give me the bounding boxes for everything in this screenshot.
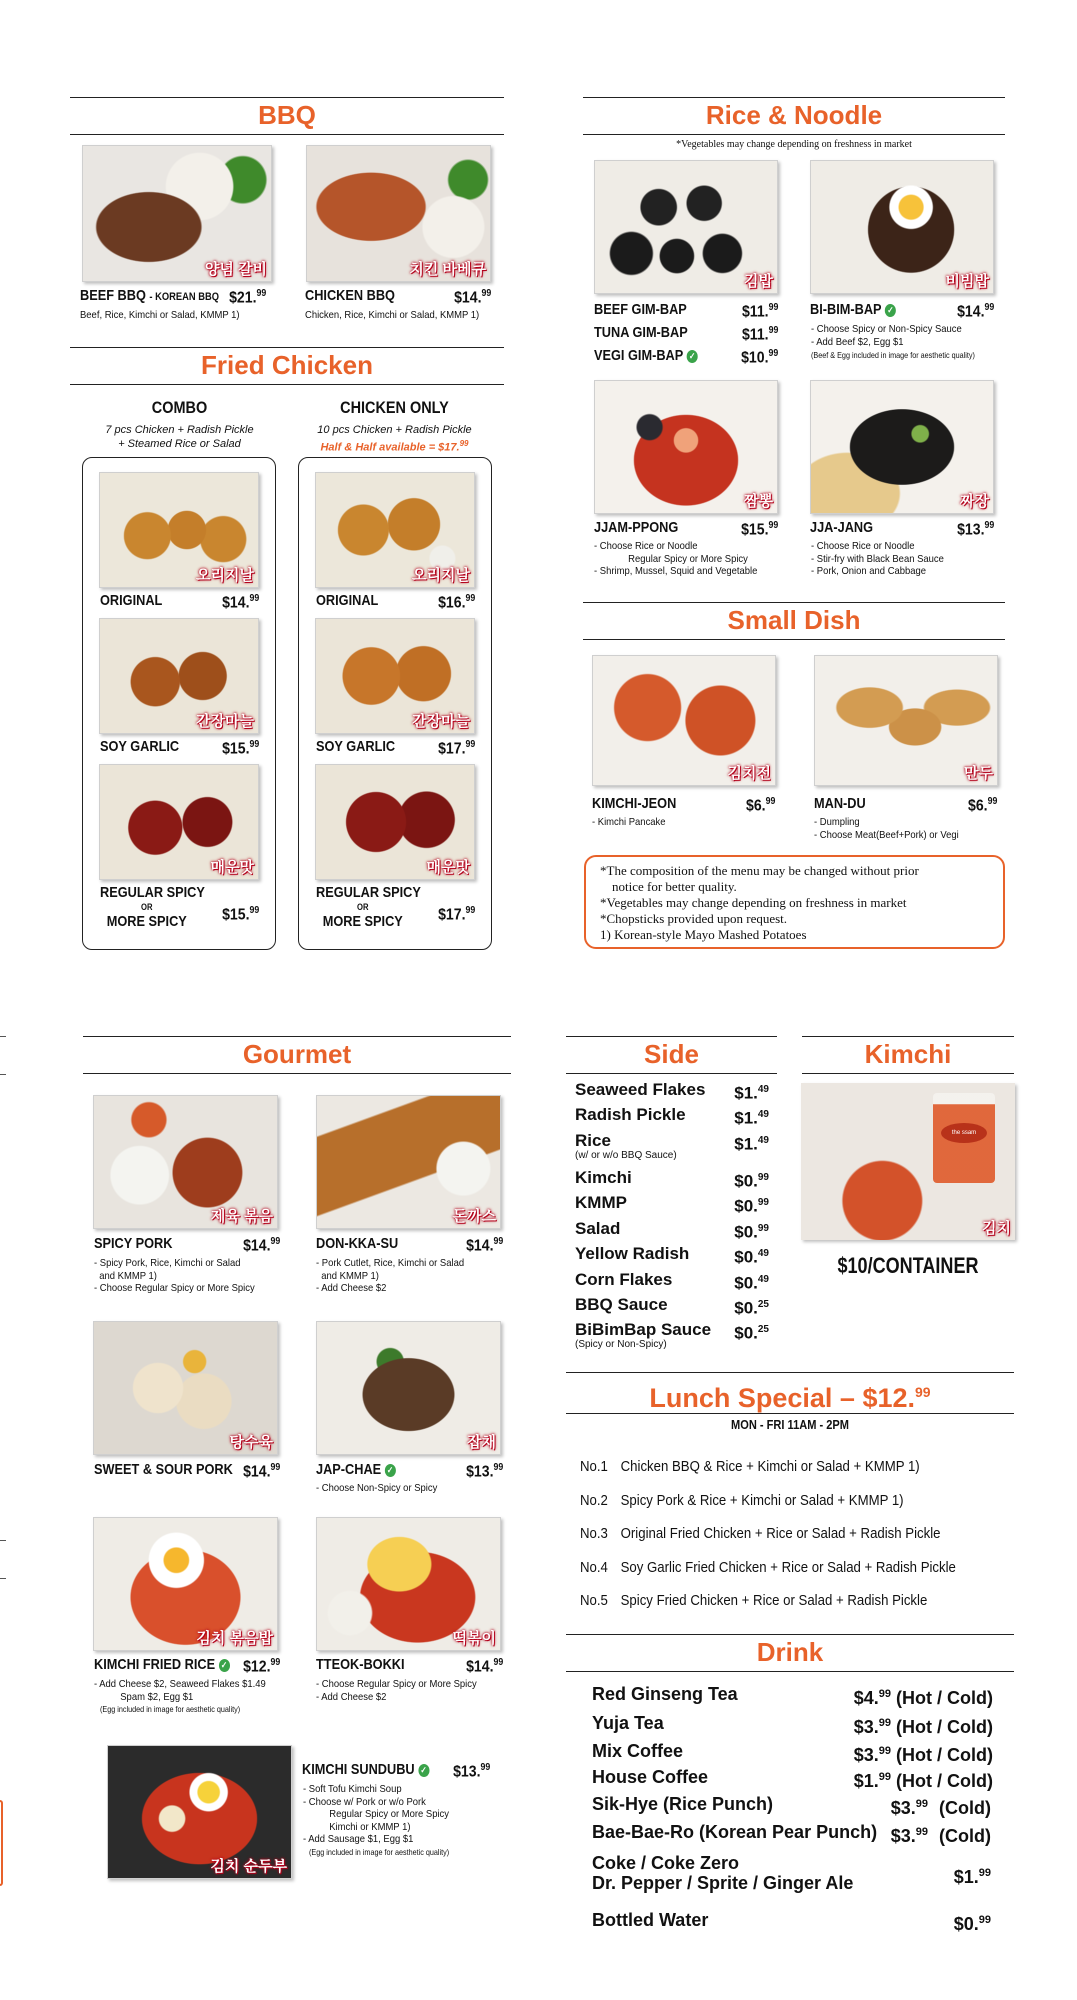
lunch-item: No.1 Chicken BBQ & Rice + Kimchi or Salad + KMMP 1) — [580, 1458, 920, 1475]
drink-item-price: $1.99 — [953, 1867, 991, 1887]
kimchi-fried-rice-name: KIMCHI FRIED RICE ✓ — [94, 1656, 230, 1674]
combo-desc: 7 pcs Chicken + Radish Pickle + Steamed Rice or Salad — [105, 424, 254, 450]
side-item-name: BBQ Sauce — [575, 1295, 668, 1314]
donkkasu-price: $14.99 — [465, 1236, 503, 1255]
jjamppong-desc: - Choose Rice or Noodle Regular Spicy or More Spicy - Shrimp, Mussel, Squid and Vegetable — [594, 540, 758, 577]
side-item-name: Salad — [575, 1219, 621, 1238]
jjajang-desc: - Choose Rice or Noodle - Stir-fry with Black Bean Sauce - Pork, Onion and Cabbage — [811, 540, 944, 577]
drink-item-price: $3.99 (Cold) — [890, 1798, 991, 1818]
bibimbap-name: BI-BIM-BAP ✓ — [810, 301, 896, 319]
vegetarian-check-icon: ✓ — [885, 304, 896, 317]
beef-bbq-desc: Beef, Rice, Kimchi or Salad, KMMP 1) — [80, 309, 240, 321]
kimchi-fried-rice-note: (Egg included in image for aesthetic quality) — [100, 1704, 241, 1714]
lunch-item: No.2 Spicy Pork & Rice + Kimchi or Salad + KMMP 1) — [580, 1491, 904, 1509]
lunch-item: No.5 Spicy Fried Chicken + Rice or Salad + Radish Pickle — [580, 1592, 928, 1609]
chicken-bbq-image: 치킨 바베큐 — [306, 145, 491, 282]
jjajang-price: $13.99 — [956, 520, 994, 539]
jjamppong-price: $15.99 — [740, 520, 778, 539]
kimchi-jeon-name: KIMCHI-JEON — [592, 795, 677, 812]
kimchi-title: Kimchi — [802, 1036, 1014, 1074]
tteokbokki-desc: - Choose Regular Spicy or More Spicy - Add Cheese $2 — [316, 1678, 477, 1703]
kimchi-jeon-price: $6.99 — [745, 796, 775, 815]
drink-item-price: $4.99 (Hot / Cold) — [853, 1688, 993, 1708]
drink-item-price: $1.99 (Hot / Cold) — [853, 1771, 993, 1791]
drink-item-name: House Coffee — [592, 1767, 709, 1787]
gimbap-tuna-price: $11.99 — [741, 325, 778, 344]
kimchi-sundubu-price: $13.99 — [452, 1762, 490, 1781]
combo-soy-garlic-name: SOY GARLIC — [100, 738, 180, 755]
vegetarian-check-icon: ✓ — [219, 1659, 230, 1672]
side-item-name: Seaweed Flakes — [575, 1080, 706, 1099]
crop-mark — [0, 1540, 6, 1541]
side-item-name: Rice (w/ or w/o BBQ Sauce) — [575, 1131, 677, 1161]
tteokbokki-image: 떡볶이 — [316, 1517, 501, 1651]
combo-soy-garlic-price: $15.99 — [221, 739, 259, 758]
side-title: Side — [566, 1036, 777, 1074]
kimchi-jeon-desc: - Kimchi Pancake — [592, 816, 666, 828]
rice-noodle-note: *Vegetables may change depending on freshness in market — [676, 139, 912, 150]
gimbap-tuna-name: TUNA GIM-BAP — [594, 324, 688, 341]
side-item-price: $1.49 — [734, 1134, 769, 1154]
side-item-price: $1.49 — [734, 1108, 769, 1128]
side-item-price: $1.49 — [734, 1083, 769, 1103]
bibimbap-image: 비빔밥 — [810, 160, 994, 294]
spicy-pork-desc: - Spicy Pork, Rice, Kimchi or Salad and KMMP 1) - Choose Regular Spicy or More Spicy — [94, 1257, 255, 1294]
side-item-price: $0.99 — [734, 1222, 769, 1242]
jjamppong-image: 짬뽕 — [594, 380, 778, 514]
combo-spicy-image: 매운맛 — [99, 764, 259, 880]
lunch-special-title: Lunch Special – $12.99 — [566, 1372, 1014, 1414]
rice-noodle-title: Rice & Noodle — [583, 97, 1005, 135]
only-original-name: ORIGINAL — [316, 592, 379, 609]
drink-item-price: $3.99 (Hot / Cold) — [853, 1745, 993, 1765]
donkkasu-name: DON-KKA-SU — [316, 1235, 399, 1252]
small-dish-title: Small Dish — [583, 602, 1005, 640]
donkkasu-desc: - Pork Cutlet, Rice, Kimchi or Salad and KMMP 1) - Add Cheese $2 — [316, 1257, 465, 1294]
side-item-price: $0.25 — [734, 1298, 769, 1318]
chicken-bbq-desc: Chicken, Rice, Kimchi or Salad, KMMP 1) — [305, 309, 480, 321]
crop-mark — [0, 1578, 6, 1579]
side-item-price: $0.99 — [734, 1171, 769, 1191]
mandu-price: $6.99 — [967, 796, 997, 815]
jjamppong-name: JJAM-PPONG — [594, 519, 679, 536]
kimchi-fried-rice-image: 김치 볶음밥 — [93, 1517, 278, 1651]
lunch-item: No.3 Original Fried Chicken + Rice or Salad + Radish Pickle — [580, 1525, 941, 1542]
drink-item-name: Coke / Coke Zero Dr. Pepper / Sprite / Ginger Ale — [592, 1853, 854, 1893]
drink-item-price: $0.99 — [953, 1914, 991, 1934]
kimchi-fried-rice-price: $12.99 — [242, 1657, 280, 1676]
only-spicy-price: $17.99 — [437, 905, 475, 924]
chicken-only-desc: 10 pcs Chicken + Radish Pickle Half & Half available = $17.99 — [317, 424, 472, 454]
combo-original-name: ORIGINAL — [100, 592, 163, 609]
kimchi-container-label: the ssam — [941, 1123, 987, 1143]
kimchi-price: $10/CONTAINER — [837, 1253, 979, 1278]
donkkasu-image: 돈까스 — [316, 1095, 501, 1229]
combo-soy-garlic-image: 간장마늘 — [99, 618, 259, 734]
jjajang-name: JJA-JANG — [810, 519, 874, 536]
side-item-price: $0.99 — [734, 1196, 769, 1216]
crop-mark — [0, 1036, 6, 1037]
kimchi-fried-rice-desc: - Add Cheese $2, Seaweed Flakes $1.49 Spam $2, Egg $1 — [94, 1678, 266, 1703]
chicken-only-title: CHICKEN ONLY — [340, 398, 449, 417]
side-item-name: KMMP — [575, 1193, 627, 1212]
only-soy-garlic-name: SOY GARLIC — [316, 738, 396, 755]
side-item-price: $0.25 — [734, 1323, 769, 1343]
fried-chicken-title: Fried Chicken — [70, 347, 504, 385]
bibimbap-desc: - Choose Spicy or Non-Spicy Sauce - Add Beef $2, Egg $1 — [811, 323, 962, 348]
kimchi-sundubu-note: (Egg included in image for aesthetic quality) — [309, 1847, 450, 1857]
japchae-desc: - Choose Non-Spicy or Spicy — [316, 1482, 438, 1494]
combo-spicy-name: REGULAR SPICY OR MORE SPICY — [100, 884, 205, 930]
drink-item-name: Red Ginseng Tea — [592, 1684, 738, 1704]
drink-title: Drink — [566, 1634, 1014, 1672]
spicy-pork-price: $14.99 — [242, 1236, 280, 1255]
spicy-pork-image: 제육 볶음 — [93, 1095, 278, 1229]
drink-item-price: $3.99 (Hot / Cold) — [853, 1717, 993, 1737]
drink-item-price: $3.99 (Cold) — [890, 1826, 991, 1846]
jjajang-image: 짜장 — [810, 380, 994, 514]
mandu-name: MAN-DU — [814, 795, 866, 812]
japchae-name: JAP-CHAE ✓ — [316, 1461, 396, 1479]
drink-item-name: Bae-Bae-Ro (Korean Pear Punch) — [592, 1822, 878, 1842]
chicken-bbq-name: CHICKEN BBQ — [305, 287, 395, 304]
only-original-price: $16.99 — [437, 593, 475, 612]
sweet-sour-pork-name: SWEET & SOUR PORK — [94, 1461, 233, 1478]
kimchi-sundubu-image: 김치 순두부 — [107, 1745, 292, 1879]
side-item-name: Corn Flakes — [575, 1270, 673, 1289]
vegetarian-check-icon: ✓ — [385, 1464, 396, 1477]
kimchi-container-image: the ssam 김치 — [801, 1083, 1015, 1240]
drink-item-name: Bottled Water — [592, 1910, 709, 1930]
bibimbap-note: (Beef & Egg included in image for aesthetic quality) — [811, 350, 975, 360]
only-original-image: 오리지날 — [315, 472, 475, 588]
side-item-price: $0.49 — [734, 1273, 769, 1293]
gimbap-beef-price: $11.99 — [741, 302, 778, 321]
combo-spicy-price: $15.99 — [221, 905, 259, 924]
tteokbokki-price: $14.99 — [465, 1657, 503, 1676]
bbq-title: BBQ — [70, 97, 504, 135]
drink-item-name: Mix Coffee — [592, 1741, 684, 1761]
only-soy-garlic-price: $17.99 — [437, 739, 475, 758]
sweet-sour-pork-price: $14.99 — [242, 1462, 280, 1481]
mandu-image: 만두 — [814, 655, 998, 786]
only-spicy-name: REGULAR SPICY OR MORE SPICY — [316, 884, 421, 930]
vegetarian-check-icon: ✓ — [418, 1764, 429, 1777]
side-item-name: Radish Pickle — [575, 1105, 686, 1124]
tteokbokki-name: TTEOK-BOKKI — [316, 1656, 405, 1673]
side-item-name: BiBimBap Sauce (Spicy or Non-Spicy) — [575, 1320, 712, 1350]
notice-box: *The composition of the menu may be changed without prior notice for better quality. *Vegetables may change depending on freshness in market *Chopsticks provided upon request. 1) Korean-style Mayo Mashed Potatoes — [584, 855, 1005, 949]
side-item-name: Kimchi — [575, 1168, 632, 1187]
japchae-price: $13.99 — [465, 1462, 503, 1481]
combo-original-price: $14.99 — [221, 593, 259, 612]
gimbap-vegi-name: VEGI GIM-BAP ✓ — [594, 347, 698, 365]
lunch-item: No.4 Soy Garlic Fried Chicken + Rice or Salad + Radish Pickle — [580, 1558, 956, 1576]
lunch-hours: MON - FRI 11AM - 2PM — [731, 1417, 849, 1432]
drink-item-name: Sik-Hye (Rice Punch) — [592, 1794, 774, 1814]
crop-mark — [0, 1074, 6, 1075]
spicy-pork-name: SPICY PORK — [94, 1235, 173, 1252]
kimchi-sundubu-name: KIMCHI SUNDUBU ✓ — [302, 1761, 429, 1779]
only-spicy-image: 매운맛 — [315, 764, 475, 880]
combo-title: COMBO — [151, 398, 208, 417]
side-item-price: $0.49 — [734, 1247, 769, 1267]
chicken-bbq-price: $14.99 — [453, 288, 491, 307]
kimchi-sundubu-desc: - Soft Tofu Kimchi Soup - Choose w/ Pork or w/o Pork Regular Spicy or More Spicy Kimchi or KMMP 1) - Add Sausage $1, Egg $1 — [303, 1783, 450, 1845]
gimbap-image: 김밥 — [594, 160, 778, 294]
beef-bbq-image: 양념 갈비 — [82, 145, 272, 282]
side-item-name: Yellow Radish — [575, 1244, 690, 1263]
gourmet-title: Gourmet — [83, 1036, 511, 1074]
beef-bbq-price: $21.99 — [228, 288, 266, 307]
only-soy-garlic-image: 간장마늘 — [315, 618, 475, 734]
sweet-sour-pork-image: 탕수육 — [93, 1321, 278, 1455]
mandu-desc: - Dumpling - Choose Meat(Beef+Pork) or Vegi — [814, 816, 959, 841]
kimchi-jeon-image: 김치전 — [592, 655, 776, 786]
vegetarian-check-icon: ✓ — [687, 350, 698, 363]
gimbap-beef-name: BEEF GIM-BAP — [594, 301, 687, 318]
drink-item-name: Yuja Tea — [592, 1713, 664, 1733]
japchae-image: 잡채 — [316, 1321, 501, 1455]
gimbap-vegi-price: $10.99 — [740, 348, 778, 367]
bibimbap-price: $14.99 — [956, 302, 994, 321]
beef-bbq-name: BEEF BBQ - KOREAN BBQ — [80, 287, 220, 304]
edge-mark — [0, 1800, 3, 1886]
combo-original-image: 오리지날 — [99, 472, 259, 588]
